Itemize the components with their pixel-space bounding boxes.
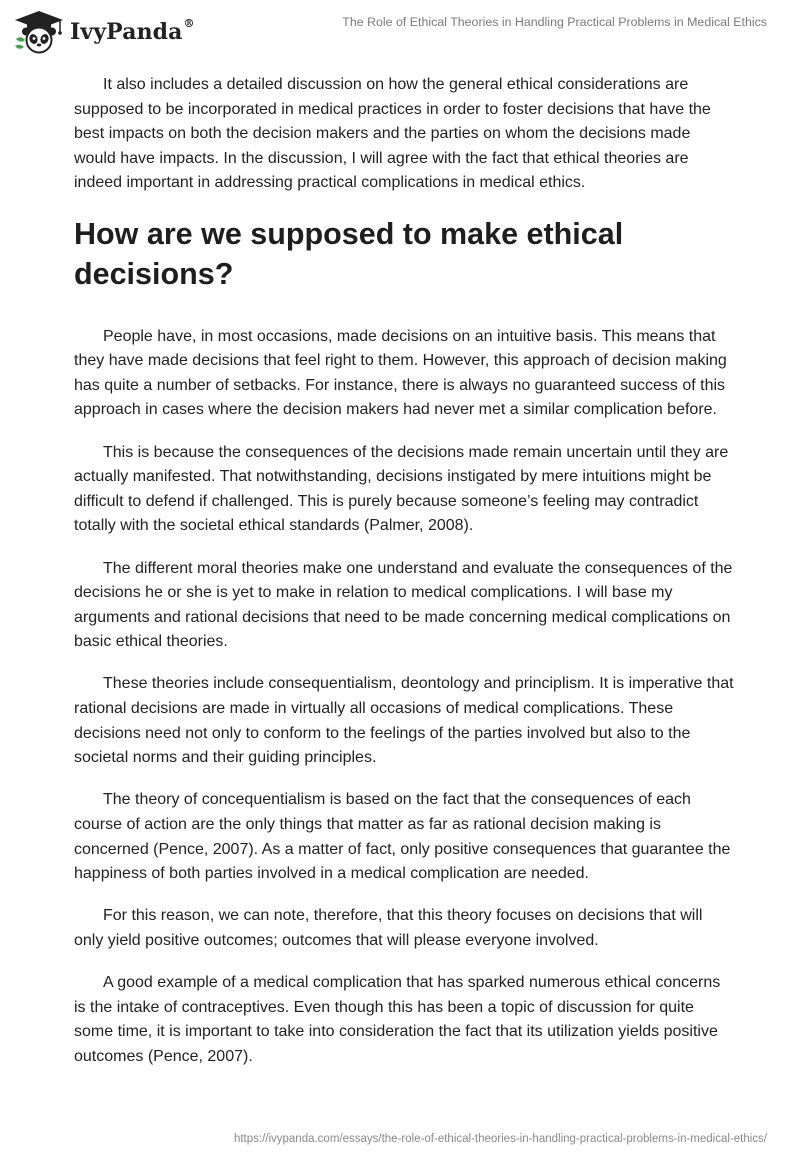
section-heading: How are we supposed to make ethical decisions? xyxy=(74,216,624,291)
body-paragraph: The different moral theories make one understand and evaluate the consequences of the decisions he or she is yet to make in relation to medical complications. I will base my arguments and rational decisions that need to be made concerning medical complications on basic ethical theories. xyxy=(74,559,733,651)
source-url[interactable]: https://ivypanda.com/essays/the-role-of-ethical-theories-in-handling-practical-problems-in-medical-ethics/ xyxy=(233,1133,767,1145)
brand-name: IvyPanda® xyxy=(70,17,195,45)
intro-paragraph: It also includes a detailed discussion on how the general ethical considerations are supposed to be incorporated in medical practices in order to foster decisions that have the best impacts on both the decision makers and the parties on whom the decisions made would have impacts. In the discussion, I will agree with the fact that ethical theories are indeed important in addressing practical complications in medical ethics. xyxy=(74,76,711,192)
body-paragraph: For this reason, we can note, therefore, that this theory focuses on decisions that will only yield positive outcomes; outcomes that will please everyone involved. xyxy=(74,907,703,949)
brand-logo[interactable] xyxy=(13,9,195,55)
essay-content xyxy=(74,73,734,1087)
body-paragraph: A good example of a medical complication that has sparked numerous ethical concerns is the intake of contraceptives. Even though this has been a topic of discussion for quite some time, it is important to take into consideration the fact that its utilization yields positive outcomes (Pence, 2007). xyxy=(74,974,721,1065)
page-header xyxy=(0,0,800,66)
document-title: The Role of Ethical Theories in Handling Practical Problems in Medical Ethics xyxy=(342,15,767,29)
body-paragraph: The theory of concequentialism is based on the fact that the consequences of each course of action are the only things that matter as far as rational decision making is concerned (Pence, 2007). As a matter of fact, only positive consequences that guarantee the happiness of both parties involved in a medical complication are needed. xyxy=(74,791,731,883)
body-paragraph: People have, in most occasions, made decisions on an intuitive basis. This means that they have made decisions that feel right to them. However, this approach of decision making has quite a number of setbacks. For instance, there is always no guaranteed success of this approach in cases where the decision makers had never met a similar complication before. xyxy=(74,327,727,419)
panda-graduate-logo-icon xyxy=(13,9,65,55)
registered-mark: ® xyxy=(183,17,195,30)
body-paragraph: These theories include consequentialism, deontology and principlism. It is imperative that rational decisions are made in virtually all occasions of medical complications. These decisions need not only to conform to the feelings of the parties involved but also to the societal norms and their guiding principles. xyxy=(74,675,734,767)
body-paragraph: This is because the consequences of the decisions made remain uncertain until they are actually manifested. That notwithstanding, decisions instigated by mere intuitions might be difficult to defend if challenged. This is purely because someone’s feeling may contradict totally with the societal ethical standards (Palmer, 2008). xyxy=(74,443,729,535)
